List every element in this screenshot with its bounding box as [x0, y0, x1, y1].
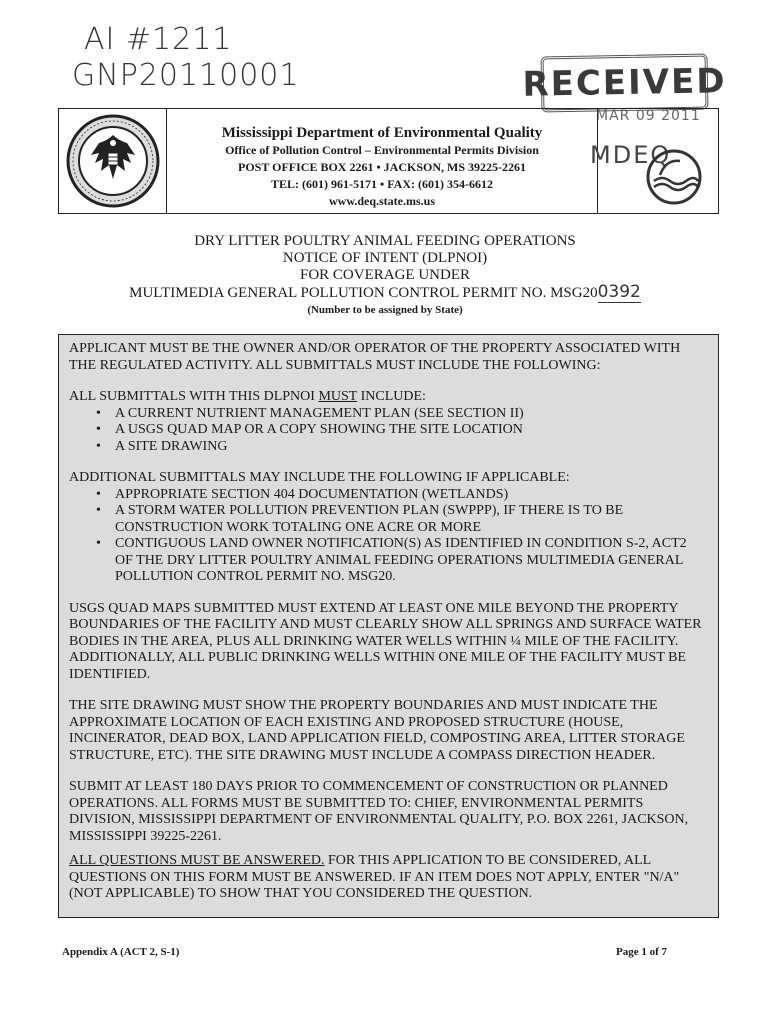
must-underlined: MUST — [318, 389, 358, 404]
list-item: • A CURRENT NUTRIENT MANAGEMENT PLAN (SEE SECTION II) — [115, 406, 708, 423]
form-title-line3: FOR COVERAGE UNDER — [299, 267, 470, 283]
form-title-line1: DRY LITTER POULTRY ANIMAL FEEDING OPERATIONS — [194, 233, 576, 249]
form-title — [100, 233, 670, 319]
permit-number-handwritten: 0392 — [597, 282, 641, 302]
handwritten-ai-number: AI #1211 — [84, 22, 233, 57]
list-item: • A USGS QUAD MAP OR A COPY SHOWING THE SITE LOCATION — [115, 422, 708, 439]
usgs-paragraph: USGS QUAD MAPS SUBMITTED MUST EXTEND AT LEAST ONE MILE BEYOND THE PROPERTY BOUNDARIES OF THE FACILITY AND MUST CLEARLY SHOW ALL SPRINGS AND SURFACE WATER BODIES IN THE AREA, PLUS ALL DRINKING WATER WELLS WITHIN ¼ MILE OF THE FACILITY. ADDITIONALLY, ALL PUBLIC DRINKING WELLS WITHIN ONE MILE OF THE FACILITY MUST BE IDENTIFIED. — [69, 600, 702, 682]
list-item: • CONTIGUOUS LAND OWNER NOTIFICATION(S) AS IDENTIFIED IN CONDITION S-2, ACT2 OF THE DRY LITTER POULTRY ANIMAL FEEDING OPERATIONS MULTIMEDIA GENERAL POLLUTION CONTROL PERMIT NO. MSG20. — [115, 536, 708, 586]
footer-page-number: Page 1 of 7 — [616, 946, 668, 958]
instructions-box — [58, 334, 719, 918]
agency-title: Mississippi Department of Environmental Quality — [221, 125, 543, 141]
form-title-line4 — [60, 284, 710, 302]
site-drawing-paragraph: THE SITE DRAWING MUST SHOW THE PROPERTY BOUNDARIES AND MUST INDICATE THE APPROXIMATE LOCATION OF EACH EXISTING AND PROPOSED STRUCTURE (HOUSE, INCINERATOR, DEAD BOX, LAND APPLICATION FIELD, COMPOSTING AREA, LITTER STORAGE STRUCTURE, ETC). THE SITE DRAWING MUST INCLUDE A COMPASS DIRECTION HEADER. — [69, 698, 685, 763]
permit-number-prefix: MULTIMEDIA GENERAL POLLUTION CONTROL PERMIT NO. MSG20 — [129, 285, 598, 301]
received-stamp: RECEIVED — [541, 54, 709, 113]
list-item: • APPROPRIATE SECTION 404 DOCUMENTATION (WETLANDS) — [115, 487, 708, 504]
footer-appendix: Appendix A (ACT 2, S-1) — [62, 946, 180, 958]
agency-address: POST OFFICE BOX 2261 • JACKSON, MS 39225-2261 — [238, 160, 526, 174]
questions-paragraph: ALL QUESTIONS MUST BE ANSWERED. FOR THIS APPLICATION TO BE CONSIDERED, ALL QUESTIONS ON THIS FORM MUST BE ANSWERED. IF AN ITEM DOES NOT APPLY, ENTER "N/A" (NOT APPLICABLE) TO SHOW THAT YOU CONSIDERED THE QUESTION. — [69, 853, 680, 901]
state-seal-cell — [59, 109, 167, 213]
form-title-line2: NOTICE OF INTENT (DLPNOI) — [282, 250, 488, 266]
submit-paragraph: SUBMIT AT LEAST 180 DAYS PRIOR TO COMMENCEMENT OF CONSTRUCTION OR PLANNED OPERATIONS. ALL FORMS MUST BE SUBMITTED TO: CHIEF, ENVIRONMENTAL PERMITS DIVISION, MISSISSIPPI DEPARTMENT OF ENVIRONMENTAL QUALITY, P.O. BOX 2261, JACKSON, MISSISSIPPI 39225-2261. — [69, 779, 689, 844]
agency-website: www.deq.state.ms.us — [328, 194, 435, 208]
questions-underlined: ALL QUESTIONS MUST BE ANSWERED. — [69, 853, 325, 868]
intro-paragraph: APPLICANT MUST BE THE OWNER AND/OR OPERATOR OF THE PROPERTY ASSOCIATED WITH THE REGULATED ACTIVITY. ALL SUBMITTALS MUST INCLUDE THE FOLLOWING: — [69, 341, 681, 373]
required-list — [69, 406, 708, 456]
additional-heading: ADDITIONAL SUBMITTALS MAY INCLUDE THE FOLLOWING IF APPLICABLE: — [69, 470, 570, 485]
state-seal-icon — [65, 113, 161, 209]
list-item: • A SITE DRAWING — [115, 439, 708, 456]
mdeq-stamp-text: MDEQ — [590, 141, 672, 169]
handwritten-gnp-number: GNP20110001 — [72, 58, 300, 93]
list-item: • A STORM WATER POLLUTION PREVENTION PLAN (SWPPP), IF THERE IS TO BE CONSTRUCTION WORK TOTALING ONE ACRE OR MORE — [115, 503, 708, 536]
additional-list — [69, 487, 708, 586]
office-name: Office of Pollution Control – Environmental Permits Division — [225, 143, 539, 157]
letterhead — [58, 108, 719, 214]
mdeq-logo-cell — [590, 109, 718, 213]
required-heading: ALL SUBMITTALS WITH THIS DLPNOI MUST INCLUDE: — [69, 389, 426, 404]
permit-number-note: (Number to be assigned by State) — [307, 304, 463, 316]
agency-phone: TEL: (601) 961-5171 • FAX: (601) 354-6612 — [271, 177, 493, 191]
received-stamp-date: MAR 09 2011 — [596, 108, 701, 124]
mdeq-logo-icon — [644, 147, 704, 207]
